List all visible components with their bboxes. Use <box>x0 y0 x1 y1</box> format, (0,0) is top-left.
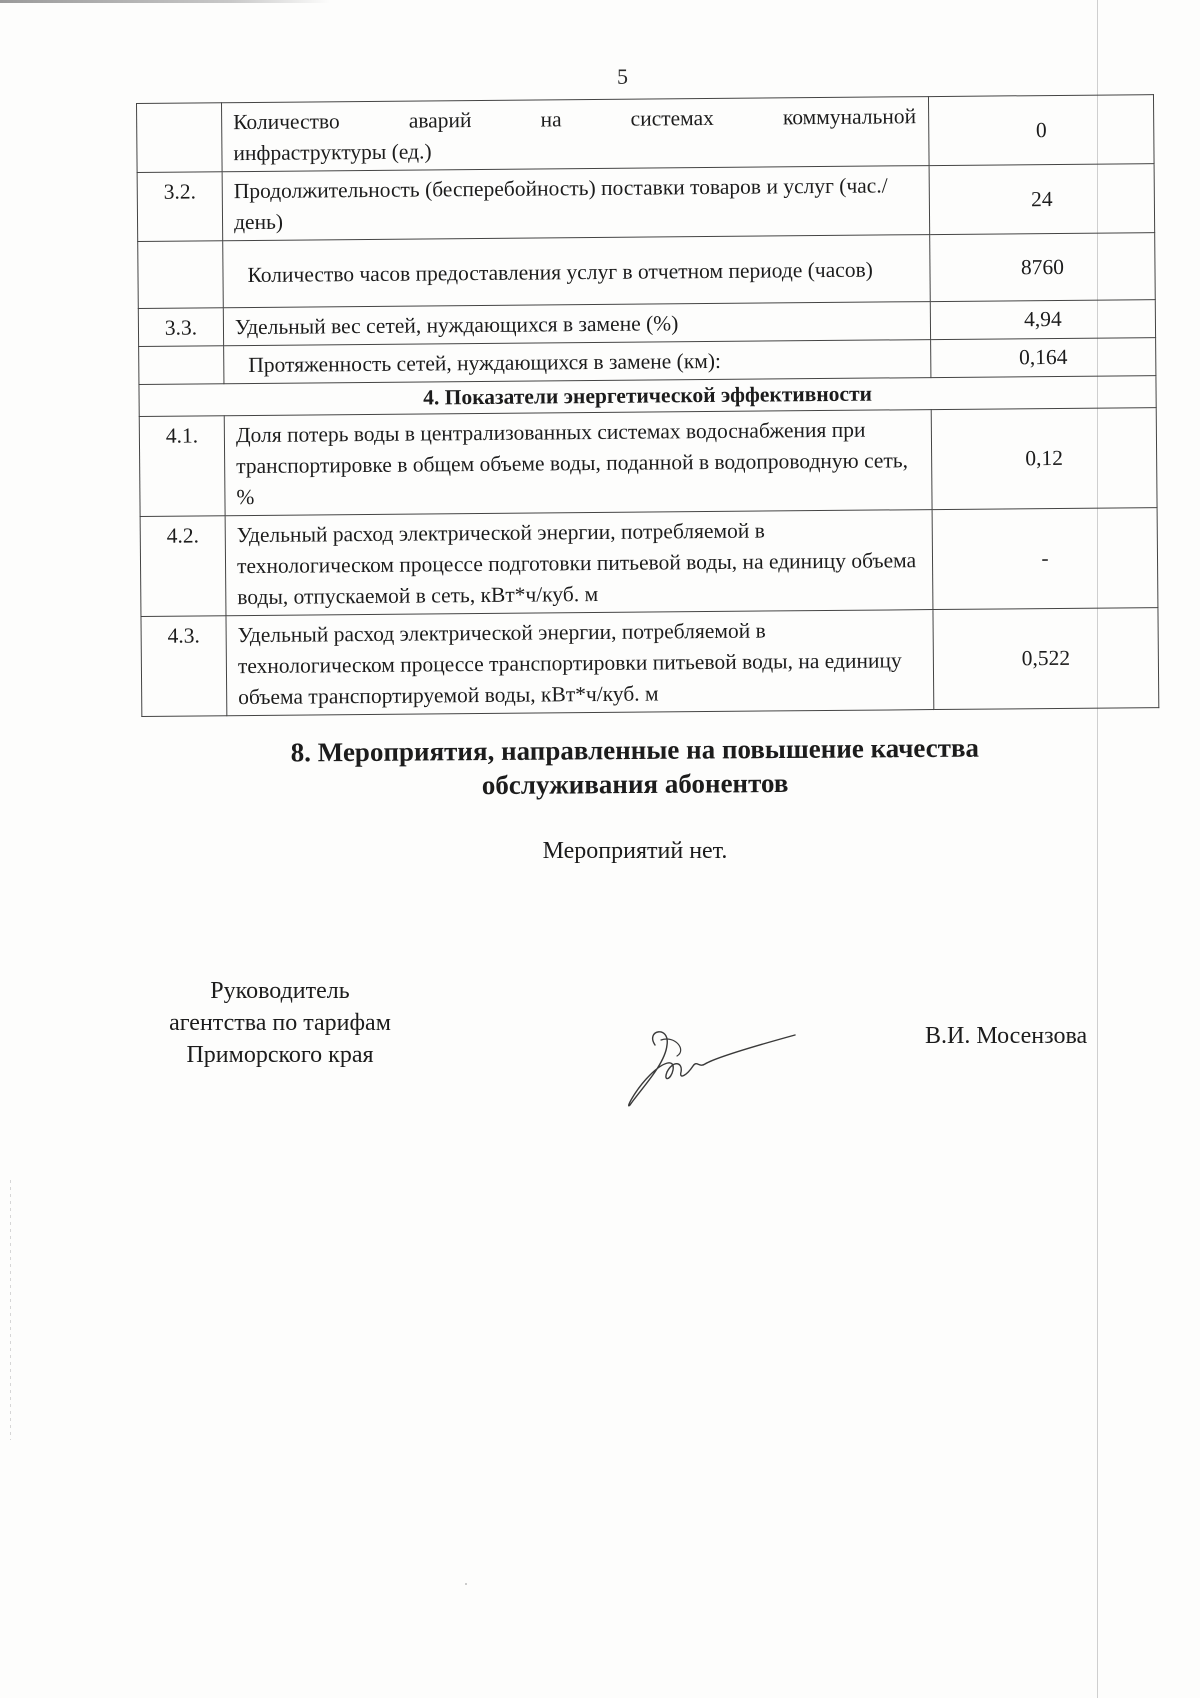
indicator-value: 0,522 <box>933 608 1159 710</box>
indicator-name: Удельный расход электрической энергии, потребляемой в технологическом процессе подготовки питьевой воды, на единицу объема воды, отпускаемой в сеть, кВт*ч/куб. м <box>225 510 933 616</box>
row-number: 3.3. <box>138 308 223 347</box>
indicator-name-line2: инфраструктуры (ед.) <box>233 139 432 166</box>
table-row <box>138 233 1156 309</box>
word: системах <box>630 105 714 131</box>
indicator-name <box>222 97 930 172</box>
table-row <box>141 608 1159 717</box>
row-number <box>137 103 223 173</box>
table-row <box>140 508 1158 617</box>
row-number <box>139 346 224 385</box>
section-4-title: 4. Показатели энергетической эффективности <box>139 376 1156 417</box>
row-number <box>138 241 224 309</box>
indicators-table <box>136 94 1159 717</box>
section-8-text: Мероприятий нет. <box>542 838 728 864</box>
indicator-name: Доля потерь воды в централизованных системах водоснабжения при транспортировке в общем объеме воды, поданной в водопроводную сеть, % <box>224 410 932 516</box>
signatory-name: В.И. Мосензова <box>925 1023 1088 1049</box>
table-row <box>137 164 1155 242</box>
scan-speck <box>465 1583 467 1585</box>
indicator-name: Удельный расход электрической энергии, потребляемой в технологическом процессе транспортировки питьевой воды, на единицу объема транспортируемой воды, кВт*ч/куб. м <box>226 610 934 716</box>
word: коммунальной <box>782 104 917 130</box>
handwritten-signature <box>615 1010 805 1110</box>
row-number: 3.2. <box>137 172 223 242</box>
indicator-value: 24 <box>929 164 1155 235</box>
section-8-title <box>0 729 1200 806</box>
indicator-name: Удельный вес сетей, нуждающихся в замене (%) <box>223 302 930 346</box>
indicator-name: Протяженность сетей, нуждающихся в замене (км): <box>224 340 931 384</box>
word: аварий <box>408 108 472 133</box>
position-line3: Приморского края <box>186 1042 374 1068</box>
indicator-value: 0,164 <box>931 338 1156 378</box>
position-line2: агентства по тарифам <box>169 1010 391 1036</box>
row-number: 4.1. <box>139 416 225 517</box>
page-number: 5 <box>617 64 628 89</box>
indicator-value: 0 <box>928 95 1154 166</box>
indicator-value: 8760 <box>930 233 1156 302</box>
signatory-position <box>140 975 420 1071</box>
indicator-value: - <box>932 508 1158 610</box>
row-number: 4.2. <box>140 516 226 617</box>
scan-edge-left <box>10 1180 11 1440</box>
indicator-value: 0,12 <box>931 408 1157 510</box>
row-number: 4.3. <box>141 616 227 717</box>
section-8-title-line1: 8. Мероприятия, направленные на повышение качества <box>290 732 980 768</box>
section-8-title-line2: обслуживания абонентов <box>481 767 789 801</box>
position-line1: Руководитель <box>210 978 350 1004</box>
indicator-name: Продолжительность (бесперебойность) поставки товаров и услуг (час./день) <box>222 166 930 241</box>
table-row <box>137 95 1155 173</box>
table-row <box>139 408 1157 517</box>
indicator-name: Количество часов предоставления услуг в отчетном периоде (часов) <box>223 235 931 308</box>
word: Количество <box>233 109 340 135</box>
indicator-name-justified <box>233 101 916 138</box>
indicator-value: 4,94 <box>930 300 1155 340</box>
word: на <box>540 107 562 132</box>
scan-edge-top <box>0 0 330 3</box>
